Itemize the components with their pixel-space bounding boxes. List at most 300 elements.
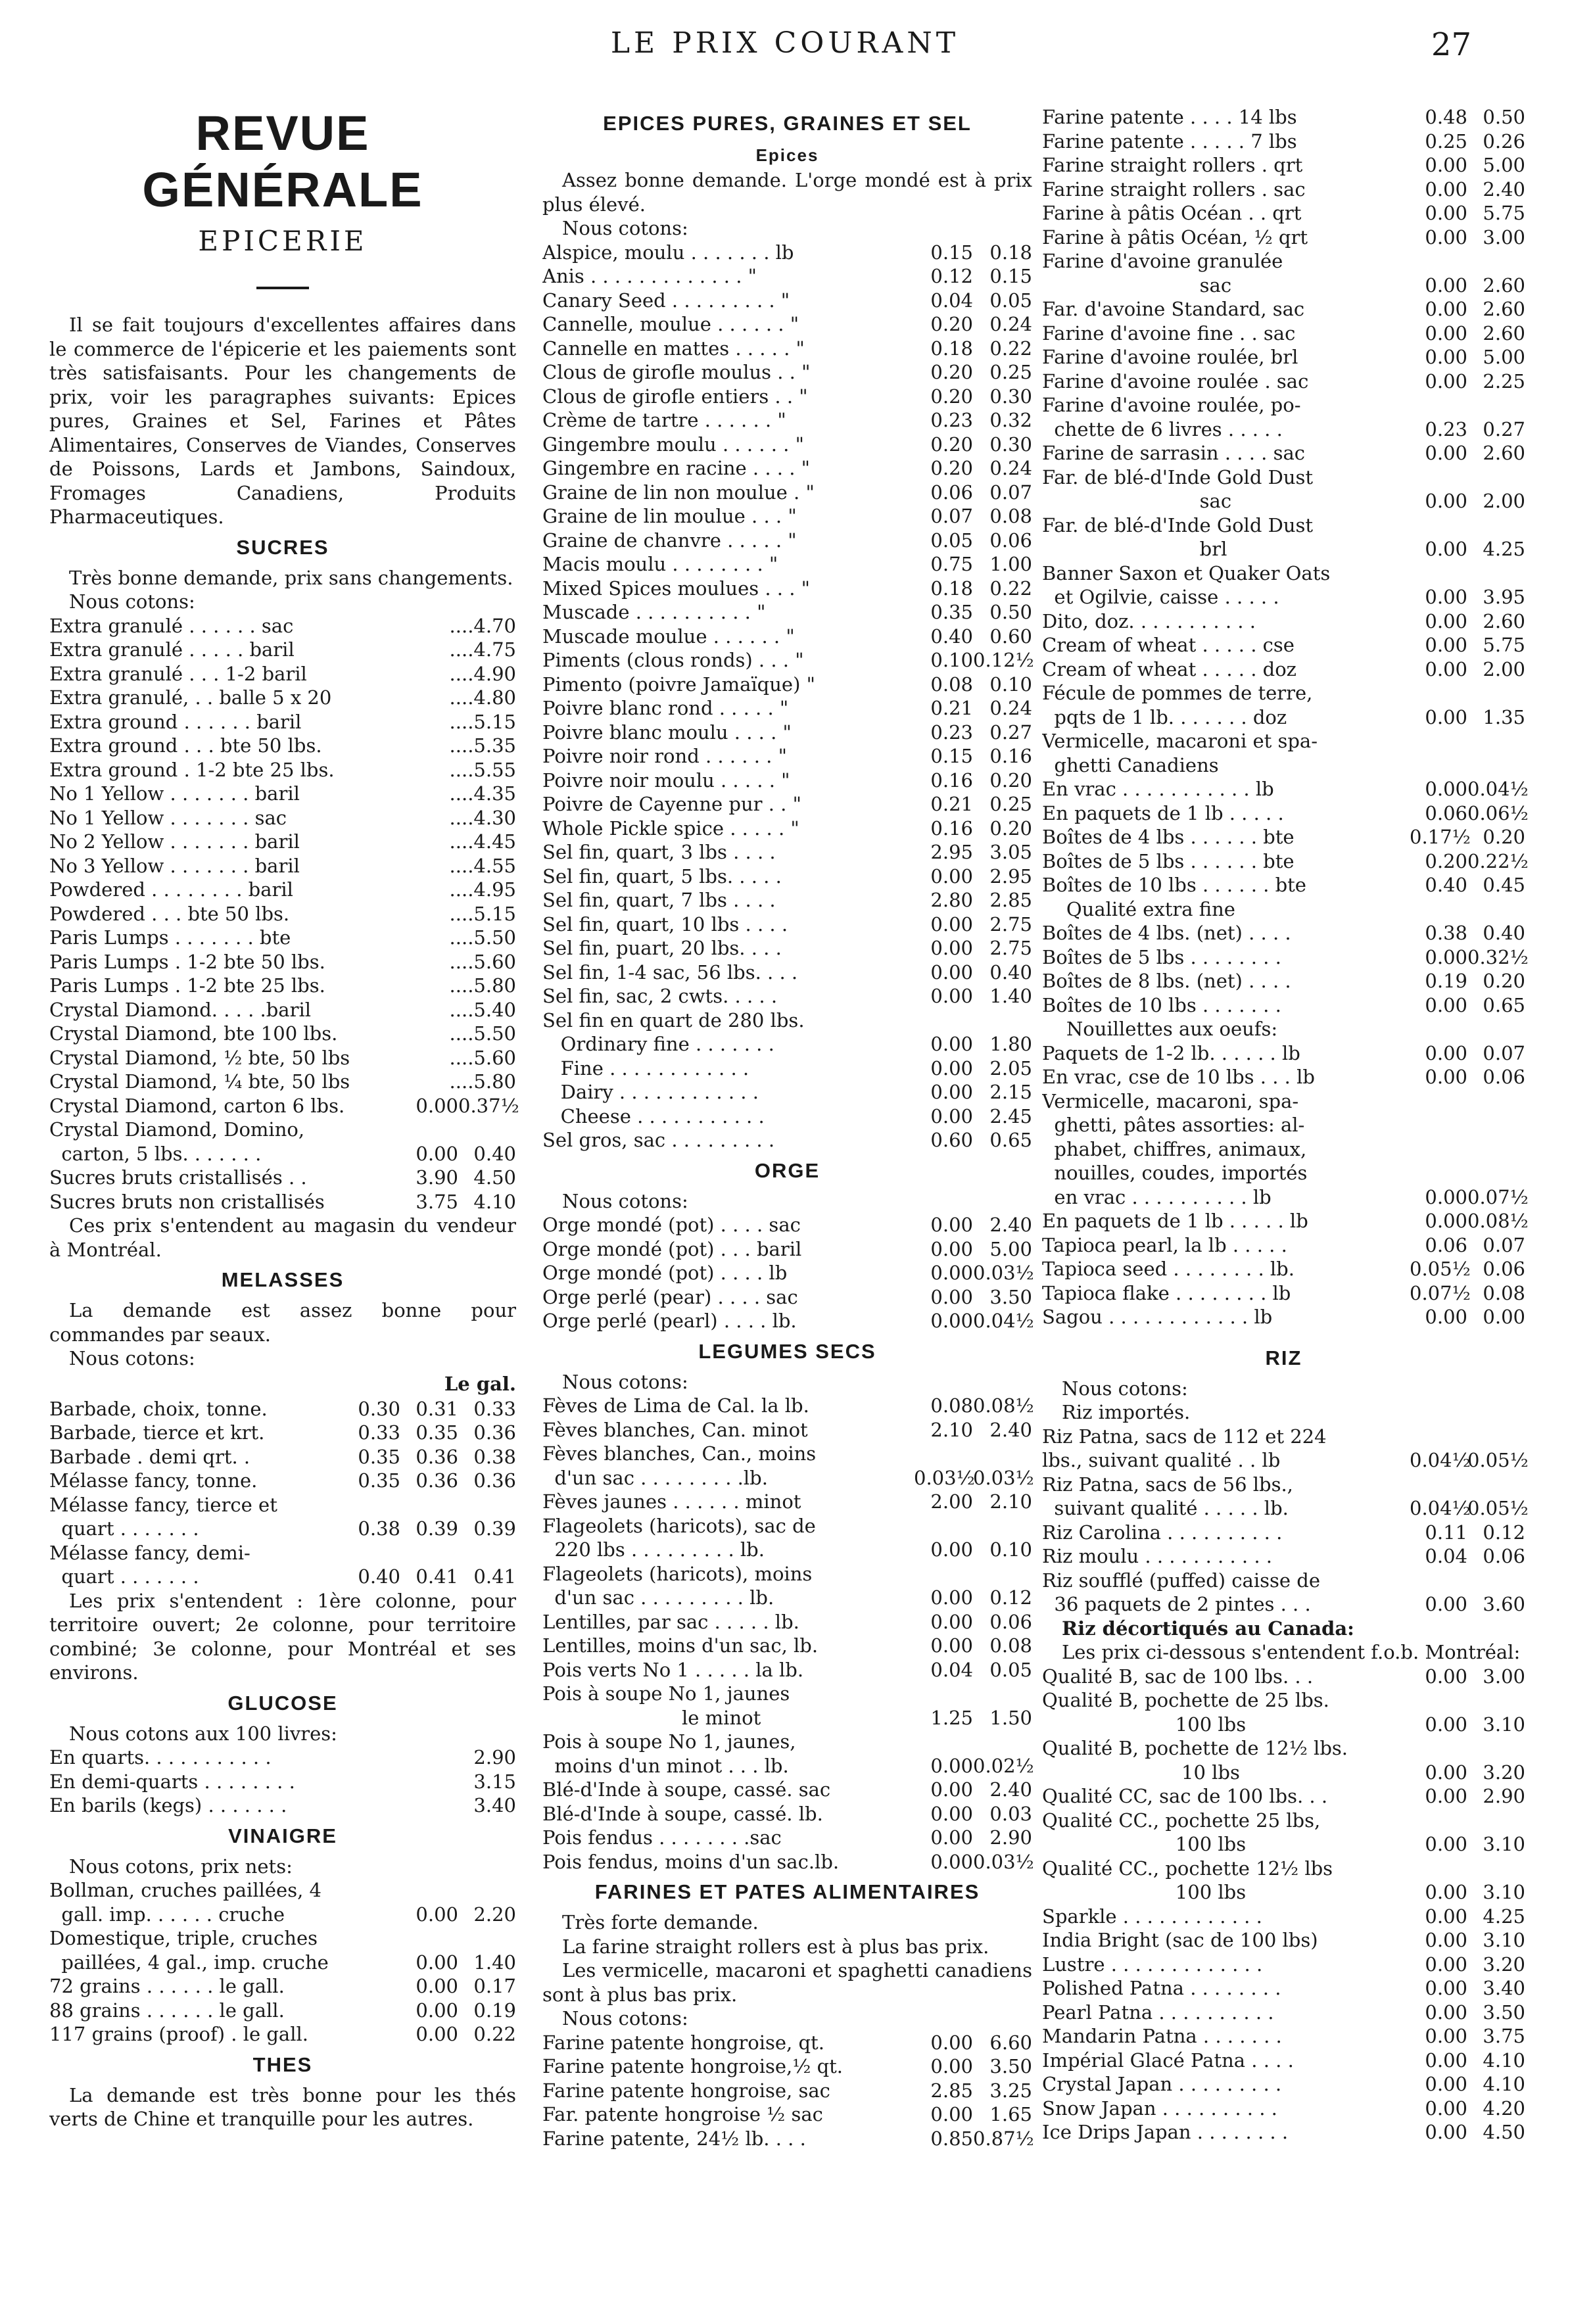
price-row bbox=[542, 1237, 1032, 1262]
item-price: 0.03½ bbox=[973, 1262, 1034, 1284]
item-price: 0.00 bbox=[1425, 225, 1467, 249]
item-price: 0.07 bbox=[930, 505, 973, 527]
item-price: 0.06 bbox=[1483, 1545, 1525, 1567]
item-price: 0.24 bbox=[989, 313, 1032, 335]
price-row bbox=[542, 1008, 1032, 1033]
price-row bbox=[542, 408, 1032, 433]
price-row bbox=[1042, 873, 1525, 897]
item-name: Mandarin Patna . . . . . . . bbox=[1042, 2025, 1282, 2047]
item-name: Far. d'avoine Standard, sac bbox=[1042, 298, 1305, 320]
item-price: 0.00 bbox=[930, 2031, 973, 2054]
item-price: 0.20 bbox=[930, 433, 973, 456]
price-row bbox=[1042, 2120, 1525, 2145]
item-price: 1.80 bbox=[989, 1033, 1032, 1055]
item-price: 0.00 bbox=[1425, 1066, 1467, 1088]
item-name: Banner Saxon et Quaker Oats bbox=[1042, 561, 1331, 584]
item-price: 0.24 bbox=[989, 457, 1032, 479]
item-price: 0.03 bbox=[989, 1802, 1032, 1825]
item-price: 0.00 bbox=[1425, 2073, 1467, 2095]
item-name: Polished Patna . . . . . . . . bbox=[1042, 1977, 1281, 1999]
item-name: quart . . . . . . . bbox=[49, 1517, 199, 1540]
item-price: 4.50 bbox=[473, 1166, 516, 1189]
item-price: 0.35 bbox=[416, 1421, 458, 1444]
price-row bbox=[1042, 849, 1529, 874]
item-price: 0.40 bbox=[473, 1142, 516, 1165]
item-price: 3.50 bbox=[989, 1285, 1032, 1308]
item-price: 3.25 bbox=[989, 2079, 1032, 2102]
price-row bbox=[1042, 178, 1525, 202]
price-row bbox=[49, 1022, 516, 1046]
item-price: 0.00 bbox=[1425, 2025, 1467, 2047]
price-row bbox=[1042, 1257, 1525, 1281]
item-name: Farine d'avoine roulée . sac bbox=[1042, 369, 1309, 392]
price-row bbox=[49, 902, 516, 926]
item-name: 100 lbs bbox=[1042, 1833, 1247, 1855]
item-price: 0.04½ bbox=[1467, 778, 1529, 800]
item-name: 117 grains (proof) . le gall. bbox=[49, 2023, 308, 2045]
item-price: 0.85 bbox=[930, 2127, 973, 2150]
item-name: Sucres bruts cristallisés . . bbox=[49, 1166, 307, 1189]
item-price: 2.10 bbox=[989, 1490, 1032, 1513]
price-row bbox=[542, 1538, 1032, 1562]
item-name: Cream of wheat . . . . . doz bbox=[1042, 657, 1296, 680]
price-row bbox=[542, 241, 1032, 265]
item-name: Farine d'avoine roulée, brl bbox=[1042, 346, 1298, 368]
item-name: Qualité B, sac de 100 lbs. . . bbox=[1042, 1665, 1314, 1688]
item-name: Crystal Diamond, carton 6 lbs. bbox=[49, 1094, 345, 1117]
item-price: 0.05½ bbox=[1467, 1497, 1529, 1519]
item-name: Sucres bruts non cristallisés bbox=[49, 1190, 325, 1213]
price-row bbox=[49, 686, 516, 710]
item-price: 2.60 bbox=[1483, 298, 1525, 320]
item-price: 4.10 bbox=[1483, 2073, 1525, 2095]
item-price: 0.06 bbox=[1425, 1233, 1467, 1256]
item-name: Dito, doz. . . . . . . . . . . bbox=[1042, 609, 1256, 632]
item-price: 0.00 bbox=[930, 2055, 973, 2077]
item-name: Orge mondé (pot) . . . . sac bbox=[542, 1214, 801, 1236]
item-price: 0.32½ bbox=[1467, 945, 1529, 968]
item-name: Paris Lumps . . . . . . . bte bbox=[49, 926, 291, 949]
item-price: 1.40 bbox=[989, 985, 1032, 1007]
item-name: Farine patente hongroise, qt. bbox=[542, 2031, 824, 2054]
item-price: 2.00 bbox=[1483, 490, 1525, 512]
item-name: Boîtes de 4 lbs. (net) . . . . bbox=[1042, 922, 1291, 944]
item-name: Pois fendus, moins d'un sac.lb. bbox=[542, 1850, 840, 1873]
item-price: 0.39 bbox=[473, 1517, 516, 1540]
item-price: 2.75 bbox=[989, 913, 1032, 936]
item-name: No 1 Yellow . . . . . . . baril bbox=[49, 782, 300, 805]
sucres-note: Ces prix s'entendent au magasin du vendeur à Montréal. bbox=[49, 1214, 516, 1261]
price-row bbox=[542, 648, 1032, 673]
item-price: 0.00 bbox=[1425, 586, 1467, 608]
price-row bbox=[542, 1466, 1032, 1490]
glucose-label: Nous cotons aux 100 livres: bbox=[69, 1722, 337, 1745]
item-name: Sel fin, quart, 10 lbs . . . . bbox=[542, 913, 788, 936]
price-row bbox=[542, 1802, 1032, 1826]
item-name: Farine à pâtis Océan . . qrt bbox=[1042, 202, 1302, 224]
item-price: 0.27 bbox=[989, 721, 1032, 744]
item-price: 0.41 bbox=[416, 1565, 458, 1588]
item-name: quart . . . . . . . bbox=[49, 1565, 199, 1588]
column-3 bbox=[1042, 105, 1529, 2145]
price-row bbox=[1042, 1665, 1525, 1689]
item-price: 2.00 bbox=[930, 1490, 973, 1513]
item-price: 2.75 bbox=[989, 937, 1032, 959]
price-row bbox=[1042, 585, 1525, 609]
item-price: 1.35 bbox=[1483, 705, 1525, 728]
item-name: Cheese . . . . . . . . . . . bbox=[542, 1104, 765, 1127]
price-row bbox=[542, 2127, 1032, 2151]
price-row bbox=[49, 1974, 516, 1999]
item-price: 0.00 bbox=[1425, 178, 1467, 201]
price-row bbox=[1042, 2049, 1525, 2073]
item-price: 0.08 bbox=[989, 505, 1032, 527]
price-row bbox=[49, 950, 516, 974]
price-row bbox=[49, 854, 516, 878]
item-name: 72 grains . . . . . . le gall. bbox=[49, 1975, 285, 1997]
item-price: 0.35 bbox=[358, 1445, 400, 1468]
item-price: 0.12 bbox=[930, 265, 973, 287]
item-name: Sel gros, sac . . . . . . . . . bbox=[542, 1129, 775, 1151]
item-price: 0.07½ bbox=[1410, 1281, 1471, 1304]
price-row bbox=[49, 830, 516, 854]
item-price: 0.00 bbox=[1425, 1593, 1467, 1615]
item-name: Qualité B, pochette de 25 lbs. bbox=[1042, 1689, 1329, 1711]
item-name: en vrac . . . . . . . . . . lb bbox=[1042, 1185, 1272, 1208]
price-row bbox=[542, 1850, 1032, 1874]
item-price: 0.30 bbox=[989, 385, 1032, 408]
item-price: ....5.50 bbox=[449, 926, 516, 949]
item-name: Ordinary fine . . . . . . . bbox=[542, 1033, 774, 1055]
price-row bbox=[542, 936, 1032, 960]
item-price: 0.23 bbox=[930, 721, 973, 744]
price-row bbox=[542, 289, 1032, 313]
item-price: 0.40 bbox=[1425, 874, 1467, 896]
item-price: 0.00 bbox=[416, 2023, 458, 2045]
melasses-label: Nous cotons: bbox=[69, 1347, 195, 1369]
item-name: suivant qualité . . . . . lb. bbox=[1042, 1497, 1289, 1519]
item-name: brl bbox=[1042, 538, 1227, 560]
price-row bbox=[1042, 657, 1525, 682]
item-price: 0.08½ bbox=[973, 1394, 1034, 1417]
price-list-epices bbox=[542, 241, 1032, 1152]
item-price: 0.25 bbox=[989, 361, 1032, 383]
item-price: 0.22 bbox=[989, 337, 1032, 360]
price-list-farines bbox=[542, 2031, 1032, 2151]
item-name: Crystal Diamond, Domino, bbox=[49, 1118, 305, 1141]
price-row bbox=[49, 1903, 516, 1927]
item-price: ....4.55 bbox=[449, 854, 516, 877]
review-subtitle: EPICERIE bbox=[198, 225, 368, 257]
price-row bbox=[1042, 897, 1525, 922]
price-row bbox=[542, 1442, 1032, 1466]
item-price: 0.00 bbox=[930, 1081, 973, 1103]
price-row bbox=[49, 638, 516, 662]
item-name: Orge perlé (pearl) . . . . lb. bbox=[542, 1310, 797, 1332]
price-row bbox=[1042, 1761, 1525, 1785]
item-name: Impérial Glacé Patna . . . . bbox=[1042, 2049, 1294, 2072]
item-price: 0.20 bbox=[989, 817, 1032, 840]
epices-intro: Assez bonne demande. L'orge mondé est à prix plus élevé. bbox=[542, 169, 1032, 216]
item-price: 3.20 bbox=[1483, 1761, 1525, 1784]
item-name: Qualité CC, sac de 100 lbs. . . bbox=[1042, 1785, 1328, 1807]
price-row bbox=[1042, 729, 1525, 753]
item-name: Fécule de pommes de terre, bbox=[1042, 682, 1313, 704]
item-price: 0.00 bbox=[1425, 1041, 1467, 1064]
price-row bbox=[1042, 441, 1525, 465]
item-name: Snow Japan . . . . . . . . . . bbox=[1042, 2097, 1277, 2120]
item-name: Sel fin, quart, 3 lbs . . . . bbox=[542, 841, 776, 863]
item-price: ....5.35 bbox=[449, 734, 516, 757]
item-name: Fèves de Lima de Cal. la lb. bbox=[542, 1394, 809, 1417]
item-name: Boîtes de 8 lbs. (net) . . . . bbox=[1042, 970, 1291, 992]
item-name: Extra ground . 1-2 bte 25 lbs. bbox=[49, 758, 335, 781]
item-name: Sel fin, puart, 20 lbs. . . . bbox=[542, 937, 782, 959]
item-price: 0.00 bbox=[1425, 1785, 1467, 1807]
item-name: Vermicelle, macaroni, spa- bbox=[1042, 1089, 1299, 1112]
item-price: 0.05 bbox=[989, 1658, 1032, 1681]
item-price: 1.65 bbox=[989, 2103, 1032, 2125]
item-price: 0.40 bbox=[930, 625, 973, 648]
price-row bbox=[49, 1142, 516, 1166]
item-price: 0.06 bbox=[989, 1610, 1032, 1633]
price-row bbox=[542, 1634, 1032, 1658]
running-title: LE PRIX COURANT bbox=[610, 26, 960, 60]
item-name: Barbade, tierce et krt. bbox=[49, 1421, 265, 1444]
item-name: Powdered . . . bte 50 lbs. bbox=[49, 902, 290, 925]
item-name: Extra granulé, . . balle 5 x 20 bbox=[49, 686, 332, 709]
item-name: Far. de blé-d'Inde Gold Dust bbox=[1042, 465, 1314, 488]
item-name: Sel fin, quart, 7 lbs . . . . bbox=[542, 889, 776, 911]
item-name: Extra granulé . . . . . baril bbox=[49, 638, 295, 661]
price-row bbox=[542, 1778, 1032, 1802]
item-price: 0.00 bbox=[1425, 1833, 1467, 1855]
price-row bbox=[49, 734, 516, 758]
item-price: 0.65 bbox=[989, 1129, 1032, 1151]
item-name: le minot bbox=[542, 1706, 761, 1729]
price-row bbox=[542, 1490, 1032, 1514]
price-row bbox=[1042, 1544, 1525, 1569]
item-price: 0.10 bbox=[989, 1538, 1032, 1561]
item-price: 0.07½ bbox=[1467, 1185, 1529, 1208]
item-name: Crystal Diamond, ¼ bte, 50 lbs bbox=[49, 1070, 350, 1093]
price-row bbox=[1042, 1209, 1529, 1233]
price-row bbox=[542, 312, 1032, 337]
item-name: Graine de chanvre . . . . . " bbox=[542, 529, 797, 552]
price-row bbox=[542, 1080, 1032, 1104]
item-price: 3.40 bbox=[1483, 1977, 1525, 1999]
item-price: 0.00 bbox=[930, 1850, 973, 1873]
item-price: 5.75 bbox=[1483, 634, 1525, 656]
price-row bbox=[49, 1878, 516, 1903]
price-row bbox=[1042, 1928, 1525, 1953]
price-list-glucose bbox=[49, 1745, 516, 1818]
item-price: 0.75 bbox=[930, 553, 973, 575]
price-row bbox=[1042, 393, 1525, 417]
price-row bbox=[542, 1562, 1032, 1586]
price-row bbox=[542, 673, 1032, 697]
price-row bbox=[49, 1999, 516, 2023]
price-row bbox=[1042, 1185, 1529, 1210]
item-price: 2.60 bbox=[1483, 273, 1525, 296]
item-price: 0.20 bbox=[930, 457, 973, 479]
price-row bbox=[1042, 1809, 1525, 1833]
item-price: 0.00 bbox=[1425, 945, 1467, 968]
item-name: Far. de blé-d'Inde Gold Dust bbox=[1042, 513, 1314, 536]
item-price: 0.18 bbox=[989, 241, 1032, 264]
item-price: 0.06 bbox=[989, 529, 1032, 552]
melasses-intro: La demande est assez bonne pour commandes par seaux. bbox=[49, 1299, 516, 1346]
item-price: 5.00 bbox=[1483, 154, 1525, 176]
item-price: 3.20 bbox=[1483, 1953, 1525, 1976]
item-price: 0.26 bbox=[1483, 130, 1525, 153]
item-name: carton, 5 lbs. . . . . . . bbox=[49, 1142, 262, 1165]
price-row bbox=[542, 769, 1032, 793]
item-price: 0.50 bbox=[989, 601, 1032, 623]
price-row bbox=[1042, 2001, 1525, 2025]
item-price: 3.95 bbox=[1483, 586, 1525, 608]
item-name: Lustre . . . . . . . . . . . . . bbox=[1042, 1953, 1263, 1976]
item-price: ....5.80 bbox=[449, 974, 516, 997]
item-price: 0.20 bbox=[1425, 849, 1467, 872]
price-row bbox=[1042, 1473, 1525, 1497]
item-price: 0.00 bbox=[1425, 993, 1467, 1016]
item-price: 3.90 bbox=[416, 1166, 458, 1189]
price-row bbox=[1042, 513, 1525, 538]
item-name: 10 lbs bbox=[1042, 1761, 1240, 1784]
item-price: 0.15 bbox=[989, 265, 1032, 287]
item-price: 0.00 bbox=[1425, 154, 1467, 176]
item-price: ....5.55 bbox=[449, 758, 516, 781]
item-price: 0.87½ bbox=[973, 2127, 1034, 2150]
item-name: Farine patente hongroise,½ qt. bbox=[542, 2055, 844, 2077]
item-name: Fèves blanches, Can., moins bbox=[542, 1442, 817, 1465]
item-price: 0.60 bbox=[930, 1129, 973, 1151]
item-price: 0.00 bbox=[1425, 2121, 1467, 2143]
price-row bbox=[49, 614, 516, 638]
item-price: 3.10 bbox=[1483, 1929, 1525, 1951]
item-price: 0.39 bbox=[416, 1517, 458, 1540]
item-price: 0.12 bbox=[989, 1586, 1032, 1609]
price-row bbox=[542, 481, 1032, 505]
item-price: 3.60 bbox=[1483, 1593, 1525, 1615]
item-price: 0.00 bbox=[1425, 1929, 1467, 1951]
item-name: Sagou . . . . . . . . . . . . lb bbox=[1042, 1306, 1273, 1328]
item-price: 0.03½ bbox=[973, 1850, 1034, 1873]
item-name: sac bbox=[1042, 273, 1232, 296]
price-row bbox=[1042, 1496, 1529, 1521]
item-price: 3.75 bbox=[416, 1190, 458, 1213]
item-price: 0.00 bbox=[1425, 2049, 1467, 2072]
price-row bbox=[542, 456, 1032, 481]
item-name: Pois à soupe No 1, jaunes bbox=[542, 1682, 790, 1705]
item-name: Whole Pickle spice . . . . . " bbox=[542, 817, 799, 840]
item-price: 2.20 bbox=[473, 1903, 516, 1926]
item-price: 0.00 bbox=[1425, 609, 1467, 632]
price-row bbox=[542, 865, 1032, 889]
item-name: Cannelle, moulue . . . . . . " bbox=[542, 313, 799, 335]
item-price: 0.07 bbox=[1483, 1233, 1525, 1256]
item-price: 0.37½ bbox=[458, 1094, 519, 1117]
item-price: 0.00 bbox=[1425, 538, 1467, 560]
item-price: 0.38 bbox=[473, 1445, 516, 1468]
item-price: 0.00 bbox=[1425, 202, 1467, 224]
sucres-intro: Très bonne demande, prix sans changements. bbox=[69, 566, 513, 589]
item-price: 0.23 bbox=[930, 409, 973, 431]
item-price: 4.10 bbox=[1483, 2049, 1525, 2072]
item-price: 0.21 bbox=[930, 793, 973, 815]
item-name: En paquets de 1 lb . . . . . lb bbox=[1042, 1210, 1308, 1232]
item-price: 0.16 bbox=[930, 817, 973, 840]
item-price: 2.90 bbox=[1483, 1785, 1525, 1807]
item-name: Crème de tartre . . . . . . " bbox=[542, 409, 786, 431]
section-heading-orge: ORGE bbox=[754, 1158, 821, 1182]
item-price: 1.50 bbox=[989, 1706, 1032, 1729]
vinaigre-label: Nous cotons, prix nets: bbox=[69, 1855, 293, 1878]
item-name: gall. imp. . . . . . cruche bbox=[49, 1903, 285, 1926]
item-name: En vrac . . . . . . . . . . . lb bbox=[1042, 778, 1274, 800]
price-row bbox=[542, 625, 1032, 649]
price-row bbox=[1042, 1425, 1525, 1449]
price-row bbox=[49, 878, 516, 902]
item-price: 0.00 bbox=[1425, 657, 1467, 680]
item-price: 0.00 bbox=[930, 1056, 973, 1079]
item-name: Poivre noir rond . . . . . . " bbox=[542, 745, 787, 767]
item-price: 2.60 bbox=[1483, 609, 1525, 632]
item-name: Crystal Diamond, bte 100 lbs. bbox=[49, 1022, 338, 1045]
item-name: 220 lbs . . . . . . . . . lb. bbox=[542, 1538, 765, 1561]
item-name: Crystal Diamond, ½ bte, 50 lbs bbox=[49, 1046, 350, 1069]
price-row bbox=[1042, 681, 1525, 705]
item-price: ....5.50 bbox=[449, 1022, 516, 1045]
thes-text: La demande est très bonne pour les thés verts de Chine et tranquille pour les autres. bbox=[49, 2083, 516, 2130]
item-name: Piments (clous ronds) . . . " bbox=[542, 649, 804, 671]
price-row bbox=[1042, 2097, 1525, 2121]
item-price: 0.25 bbox=[1425, 130, 1467, 153]
title-rule bbox=[256, 287, 309, 289]
price-row bbox=[49, 1469, 516, 1493]
item-price: 0.16 bbox=[989, 745, 1032, 767]
section-heading-vinaigre: VINAIGRE bbox=[228, 1824, 337, 1847]
item-price: 0.05½ bbox=[1467, 1449, 1529, 1471]
item-name: Paris Lumps . 1-2 bte 50 lbs. bbox=[49, 950, 325, 973]
item-price: 0.50 bbox=[1483, 106, 1525, 128]
item-price: 2.45 bbox=[989, 1104, 1032, 1127]
price-list-vinaigre bbox=[49, 1878, 516, 2047]
price-row bbox=[1042, 1089, 1525, 1114]
item-name: Cream of wheat . . . . . cse bbox=[1042, 634, 1295, 656]
item-price: 0.17 bbox=[473, 1975, 516, 1997]
price-row bbox=[1042, 1305, 1525, 1329]
item-name: Farine patente . . . . 14 lbs bbox=[1042, 106, 1297, 128]
item-price: 2.10 bbox=[930, 1418, 973, 1441]
price-row bbox=[49, 2022, 516, 2047]
item-price: 0.08 bbox=[1483, 1281, 1525, 1304]
price-row bbox=[542, 1514, 1032, 1538]
item-name: Vermicelle, macaroni et spa- bbox=[1042, 730, 1318, 752]
item-name: Graine de lin moulue . . . " bbox=[542, 505, 797, 527]
item-name: Farine patente, 24½ lb. . . . bbox=[542, 2127, 806, 2150]
item-price: 6.60 bbox=[989, 2031, 1032, 2054]
price-row bbox=[1042, 705, 1525, 730]
item-name: Fine . . . . . . . . . . . . bbox=[542, 1056, 749, 1079]
price-row bbox=[542, 1658, 1032, 1682]
price-row bbox=[1042, 1161, 1525, 1185]
price-row bbox=[49, 974, 516, 998]
price-row bbox=[49, 1517, 516, 1541]
item-name: Orge mondé (pot) . . . . lb bbox=[542, 1262, 788, 1284]
item-price: 0.00 bbox=[930, 1285, 973, 1308]
